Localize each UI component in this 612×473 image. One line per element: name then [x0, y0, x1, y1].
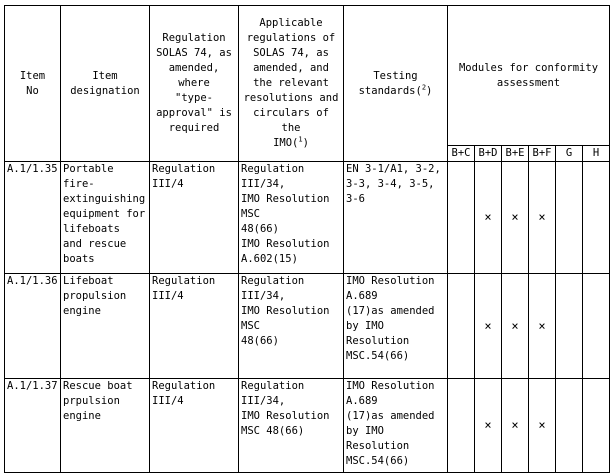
module-cell	[583, 162, 610, 274]
module-cell: ×	[502, 379, 529, 473]
item-no-cell: A.1/1.35	[5, 162, 61, 274]
applicable-cell: Regulation III/34, IMO Resolution MSC 48(66)	[239, 274, 344, 379]
testing-cell: EN 3-1/A1, 3-2, 3-3, 3-4, 3-5, 3-6	[344, 162, 448, 274]
footnote-2-marker: 2	[421, 83, 427, 91]
testing-cell: IMO Resolution A.689 (17)as amended by IMO Resolution MSC.54(66)	[344, 274, 448, 379]
header-item-no: Item No	[5, 6, 61, 162]
header-regulation: Regulation SOLAS 74, as amended, where "type- approval" is required	[150, 6, 239, 162]
header-item-designation: Item designation	[61, 6, 150, 162]
footnote-1-marker: 1	[298, 135, 303, 144]
module-cell: ×	[529, 162, 556, 274]
header-modules: Modules for conformity assessment	[448, 6, 610, 146]
module-label: H	[583, 146, 610, 162]
module-label: B+D	[475, 146, 502, 162]
item-no-cell: A.1/1.36	[5, 274, 61, 379]
module-cell: ×	[502, 274, 529, 379]
applicable-cell: Regulation III/34, IMO Resolution MSC 48(66)	[239, 379, 344, 473]
module-cell: ×	[502, 162, 529, 274]
header-row	[5, 6, 610, 146]
module-cell: ×	[529, 274, 556, 379]
module-label: G	[556, 146, 583, 162]
module-cell	[556, 379, 583, 473]
table-row	[5, 274, 610, 379]
module-cell: ×	[475, 379, 502, 473]
applicable-cell: Regulation III/34, IMO Resolution MSC 48(66) IMO Resolution A.602(15)	[239, 162, 344, 274]
module-cell	[556, 274, 583, 379]
designation-cell: Rescue boat prpulsion engine	[61, 379, 150, 473]
module-cell	[583, 274, 610, 379]
module-label: B+C	[448, 146, 475, 162]
header-applicable-regulations: Applicable regulations of SOLAS 74, as amended, and the relevant resolutions and circulars of the IMO($^1$)	[239, 6, 344, 162]
module-cell	[556, 162, 583, 274]
module-cell	[448, 379, 475, 473]
module-cell	[448, 274, 475, 379]
regulation-cell: Regulation III/4	[150, 379, 239, 473]
module-label: B+F	[529, 146, 556, 162]
table-row	[5, 379, 610, 473]
item-no-cell: A.1/1.37	[5, 379, 61, 473]
module-cell	[583, 379, 610, 473]
header-testing-standards: Testing standards($^2$)	[344, 6, 448, 162]
designation-cell: Portable fire- extinguishing equipment for lifeboats and rescue boats	[61, 162, 150, 274]
testing-cell: IMO Resolution A.689 (17)as amended by IMO Resolution MSC.54(66)	[344, 379, 448, 473]
module-cell: ×	[475, 162, 502, 274]
module-cell	[448, 162, 475, 274]
designation-cell: Lifeboat propulsion engine	[61, 274, 150, 379]
regulation-cell: Regulation III/4	[150, 162, 239, 274]
module-cell: ×	[475, 274, 502, 379]
regulation-cell: Regulation III/4	[150, 274, 239, 379]
table-row	[5, 162, 610, 274]
module-label: B+E	[502, 146, 529, 162]
module-cell: ×	[529, 379, 556, 473]
conformity-table	[4, 5, 610, 473]
